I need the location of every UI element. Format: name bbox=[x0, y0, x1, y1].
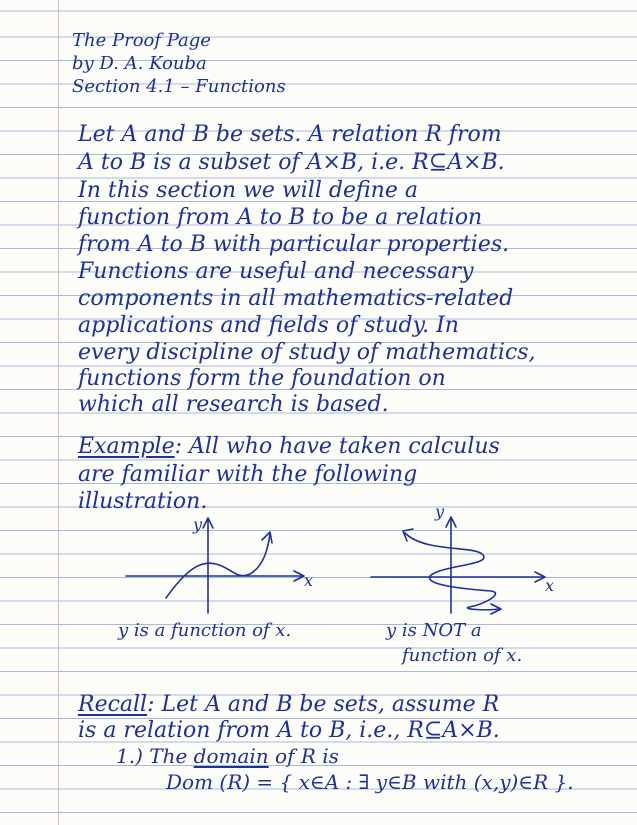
intro-line: In this section we will define a bbox=[78, 178, 418, 203]
domain-item bbox=[116, 746, 339, 766]
section-heading: Section 4.1 – Functions bbox=[72, 76, 286, 97]
x-axis-label: x bbox=[304, 571, 314, 590]
function-caption: y is a function of x. bbox=[118, 620, 292, 641]
recall-line: is a relation from A to B, i.e., R⊆A×B. bbox=[78, 718, 500, 743]
function-curve bbox=[166, 534, 270, 598]
example-line: illustration. bbox=[78, 489, 208, 514]
domain-formula: Dom (R) = { x∈A : ∃ y∈B with (x,y)∈R }. bbox=[166, 770, 574, 794]
y-axis-label: y bbox=[193, 515, 203, 534]
example-label: Example bbox=[78, 434, 175, 459]
example-line: are familiar with the following bbox=[78, 462, 418, 487]
intro-line: function from A to B to be a relation bbox=[78, 205, 483, 230]
recall-label: Recall bbox=[78, 692, 148, 717]
item-text: of R is bbox=[268, 744, 339, 768]
intro-line: Let A and B be sets. A relation R from bbox=[78, 122, 502, 147]
intro-line: from A to B with particular properties. bbox=[78, 232, 510, 257]
margin-line bbox=[58, 0, 59, 825]
recall-text: : Let A and B be sets, assume R bbox=[147, 692, 500, 717]
non-function-caption: y is NOT a bbox=[386, 620, 482, 641]
intro-line: components in all mathematics-related bbox=[78, 286, 514, 311]
recall-line bbox=[78, 694, 499, 716]
intro-line: which all research is based. bbox=[78, 392, 389, 417]
intro-line: A to B is a subset of A×B, i.e. R⊆A×B. bbox=[78, 150, 505, 175]
x-axis-label: x bbox=[545, 576, 555, 595]
item-prefix: 1.) The bbox=[116, 744, 194, 768]
intro-line: Functions are useful and necessary bbox=[78, 259, 474, 284]
intro-line: functions form the foundation on bbox=[78, 366, 446, 391]
page-title: The Proof Page bbox=[72, 30, 211, 51]
example-text: : All who have taken calculus bbox=[174, 434, 500, 459]
example-line bbox=[78, 436, 500, 458]
intro-line: applications and fields of study. In bbox=[78, 313, 459, 338]
y-axis-label: y bbox=[435, 505, 445, 521]
author-line: by D. A. Kouba bbox=[72, 53, 207, 74]
curve-arrow bbox=[262, 532, 272, 543]
function-graph bbox=[118, 508, 328, 618]
non-function-caption: function of x. bbox=[402, 645, 523, 666]
non-function-graph bbox=[365, 505, 565, 615]
domain-term: domain bbox=[193, 744, 269, 768]
non-function-curve bbox=[405, 533, 499, 610]
intro-line: every discipline of study of mathematics, bbox=[78, 340, 536, 365]
